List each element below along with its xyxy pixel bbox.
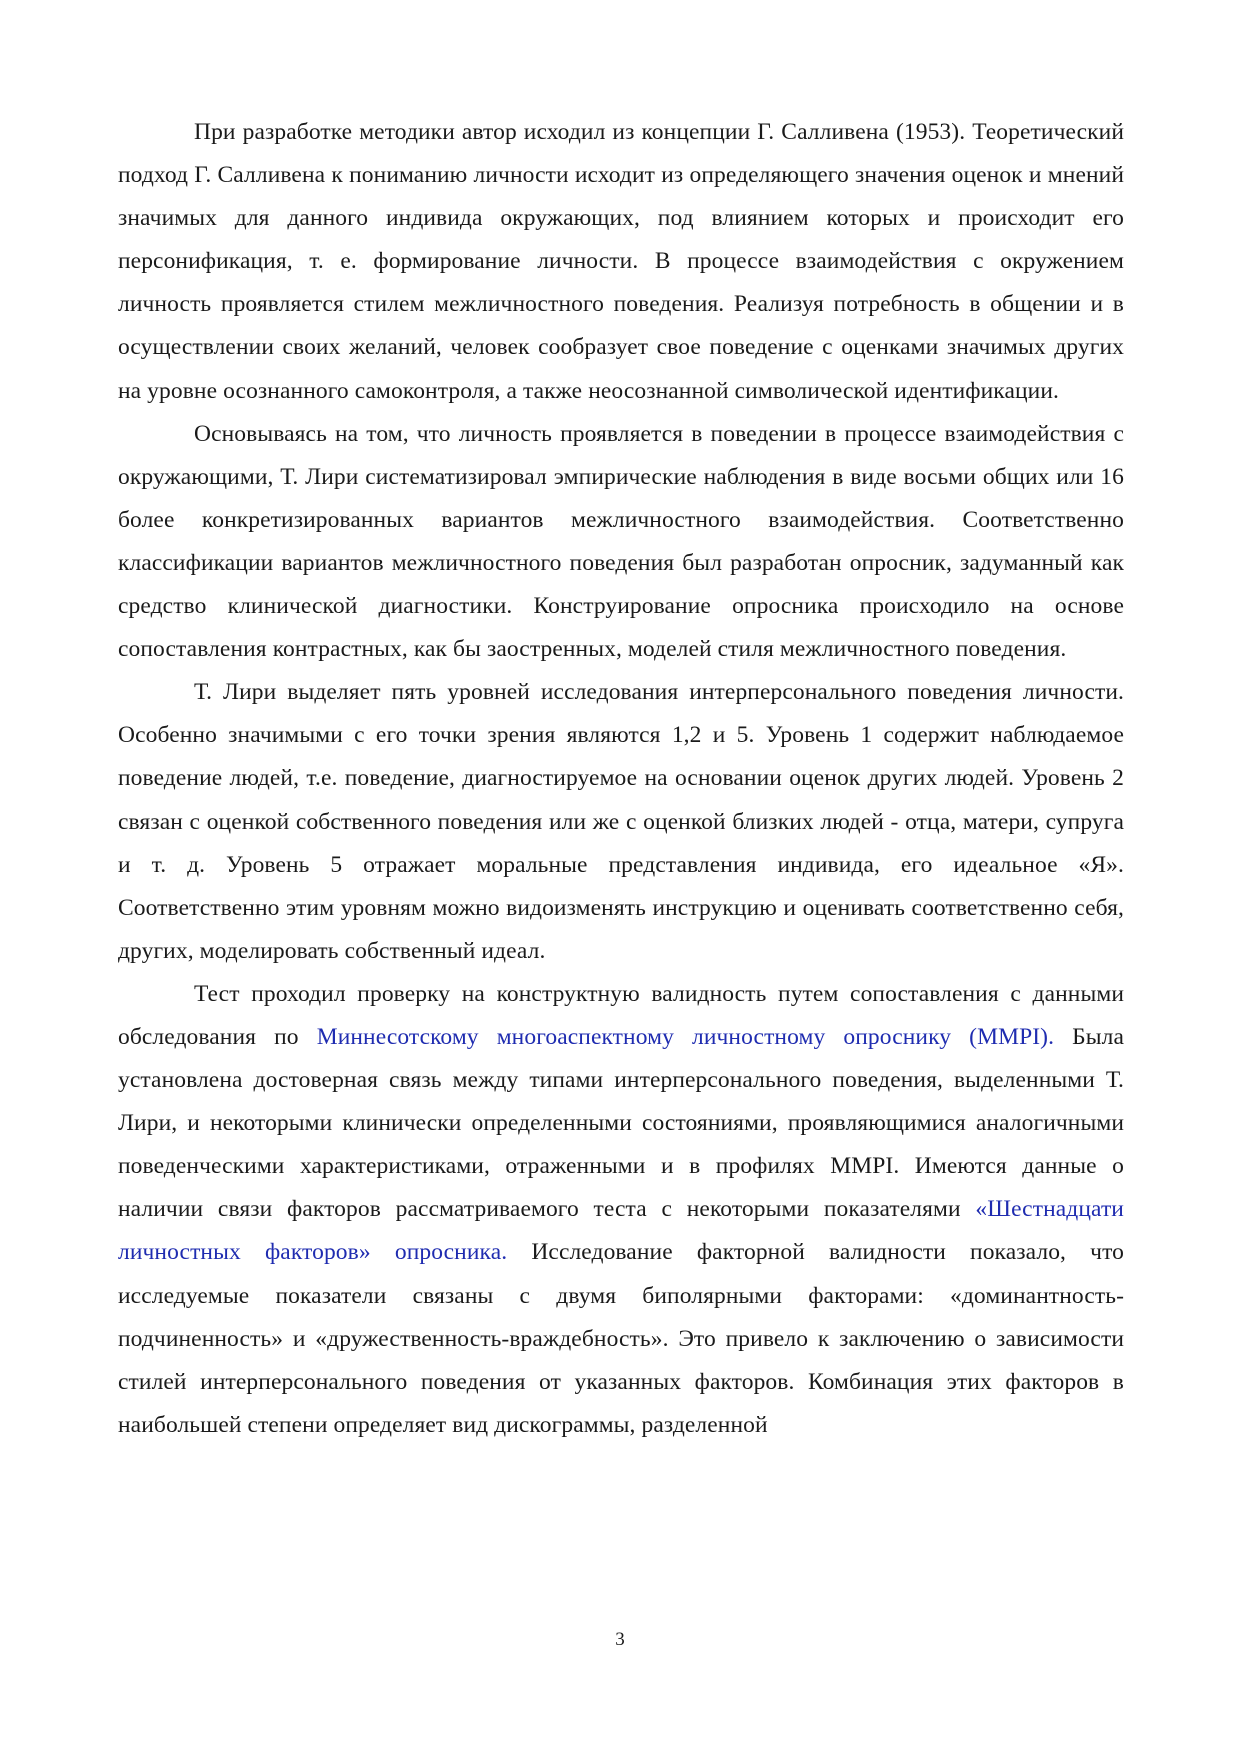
- paragraph-3-text: Т. Лири выделяет пять уровней исследования интерперсонального поведения личности. Особенно значимыми с его точки зрения являются 1,2 и 5. Уровень 1 содержит наблюдаемое поведение людей, т.е. поведение, диагностируемое на основании оценок других людей. Уровень 2 связан с оценкой собственного поведения или же с оценкой близких людей - отца, матери, супруга и т. д. Уровень 5 отражает моральные представления индивида, его идеальное «Я». Соответственно этим уровням можно видоизменять инструкцию и оценивать соответственно себя, других, моделировать собственный идеал.: [118, 679, 1124, 964]
- paragraph-3: [118, 671, 1124, 973]
- mmpi-link[interactable]: Миннесотскому многоаспектному личностному опроснику (MMPI).: [316, 1023, 1055, 1050]
- page-number: 3: [615, 1629, 625, 1650]
- paragraph-2: [118, 413, 1124, 672]
- paragraph-1: [118, 111, 1124, 413]
- text-body: [118, 111, 1124, 1447]
- paragraph-4-text-middle: Была установлена достоверная связь между типами интерперсонального поведения, выделенными Т. Лири, и некоторыми клинически определенными состояниями, проявляющимися аналогичными поведенческими характеристиками, отраженными и в профилях MMPI. Имеются данные о наличии связи факторов рассматриваемого теста с некоторыми показателями: [118, 1023, 1124, 1223]
- paragraph-1-text: При разработке методики автор исходил из концепции Г. Салливена (1953). Теоретический подход Г. Салливена к пониманию личности исходит из определяющего значения оценок и мнений значимых для данного индивида окружающих, под влиянием которых и происходит его персонификация, т. е. формирование личности. В процессе взаимодействия с окружением личность проявляется стилем межличностного поведения. Реализуя потребность в общении и в осуществлении своих желаний, человек сообразует свое поведение с оценками значимых других на уровне осознанного самоконтроля, а также неосознанной символической идентификации.: [118, 119, 1124, 404]
- paragraph-4-text-start: Тест проходил проверку на конструктную валидность путем сопоставления с данными обследования по: [118, 980, 1124, 1050]
- sixteen-factors-link[interactable]: «Шестнадцати личностных факторов» опросника.: [118, 1196, 1124, 1266]
- paragraph-2-text: Основываясь на том, что личность проявляется в поведении в процессе взаимодействия с окружающими, Т. Лири систематизировал эмпирические наблюдения в виде восьми общих или 16 более конкретизированных вариантов межличностного взаимодействия. Соответственно классификации вариантов межличностного поведения был разработан опросник, задуманный как средство клинической диагностики. Конструирование опросника происходило на основе сопоставления контрастных, как бы заостренных, моделей стиля межличностного поведения.: [118, 420, 1124, 663]
- paragraph-4: [118, 973, 1124, 1447]
- paragraph-4-text-end: Исследование факторной валидности показало, что исследуемые показатели связаны с двумя биполярными факторами: «доминантность-подчиненность» и «дружественность-враждебность». Это привело к заключению о зависимости стилей интерперсонального поведения от указанных факторов. Комбинация этих факторов в наибольшей степени определяет вид дискограммы, разделенной: [118, 1239, 1124, 1438]
